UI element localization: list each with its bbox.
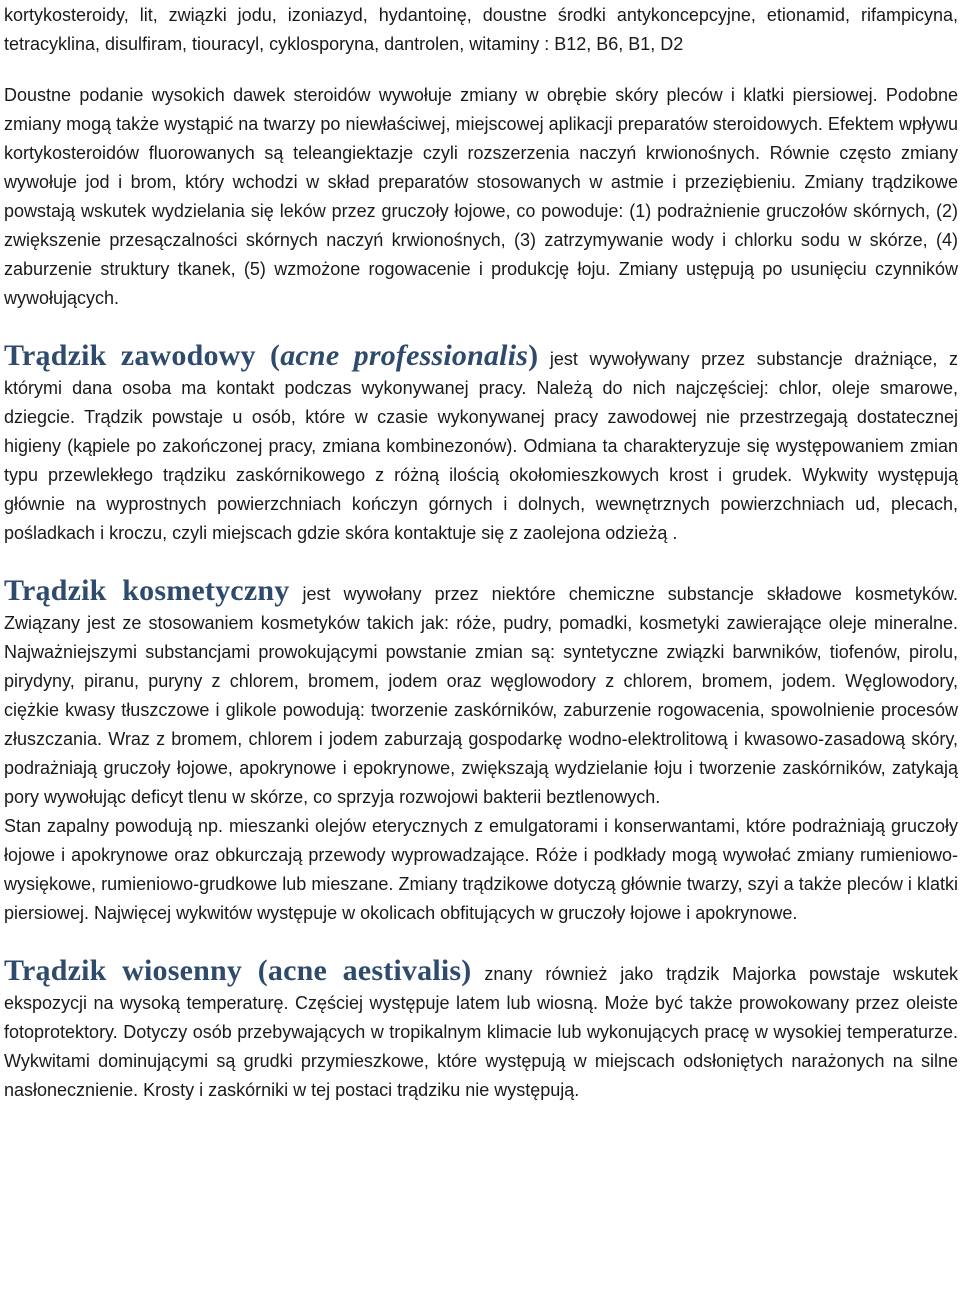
occupational-acne-text: jest wywoływany przez substancje drażniące, z którymi dana osoba ma kontakt podczas wykonywanej pracy. Należą do nich najczęściej: chlor, oleje smarowe, dziegcie. Trądzik powstaje u osób, które w czasie wykonywanej pracy zawodowej nie przestrzegają dostatecznej higieny (kąpiele po zakończonej pracy, zmiana kombinezonów). Odmiana ta charakteryzuje się występowaniem zmian typu przewlekłego trądziku zaskórnikowego z różną ilością okołomieszkowych krost i grudek. Wykwity występują głównie na wyprostnych powierzchniach kończyn górnych i dolnych, wewnętrznych powierzchniach ud, plecach, pośladkach i kroczu, czyli miejscach gdzie skóra kontaktuje się z zaolejona odzieżą . (4, 349, 959, 543)
heading-occupational-acne-latin: acne professionalis (280, 339, 529, 372)
paragraph-drug-list: kortykosteroidy, lit, związki jodu, izoniazyd, hydantoinę, doustne środki antykoncepcyjne, etionamid, rifampicyna, tetracyklina, disulfiram, tiouracyl, cyklosporyna, dantrolen, witaminy : B12, B6, B1, D2 (4, 5, 958, 54)
document-page (4, 0, 958, 1105)
section-occupational-acne (4, 341, 958, 548)
heading-cosmetic-acne: Trądzik kosmetyczny (4, 574, 290, 607)
section-cosmetic-acne (4, 576, 958, 812)
section-spring-acne (4, 956, 958, 1105)
paragraph-steroid-effects: Doustne podanie wysokich dawek steroidów wywołuje zmiany w obrębie skóry pleców i klatki piersiowej. Podobne zmiany mogą także wystąpić na twarzy po niewłaściwej, miejscowej aplikacji preparatów steroidowych. Efektem wpływu kortykosteroidów fluorowanych są teleangiektazje czyli rozszerzenia naczyń krwionośnych. Równie często zmiany wywołuje jod i brom, który wchodzi w skład preparatów stosowanych w astmie i przeziębieniu. Zmiany trądzikowe powstają wskutek wydzielania się leków przez gruczoły łojowe, co powoduje: (1) podrażnienie gruczołów skórnych, (2) zwiększenie przesączalności skórnych naczyń krwionośnych, (3) zatrzymywanie wody i chlorku sodu w skórze, (4) zaburzenie struktury tkanek, (5) wzmożone rogowacenie i produkcję łoju. Zmiany ustępują po usunięciu czynników wywołujących. (4, 85, 958, 308)
heading-spring-acne: Trądzik wiosenny (acne aestivalis) (4, 954, 472, 987)
spring-acne-text: znany również jako trądzik Majorka powstaje wskutek ekspozycji na wysoką temperaturę. Częściej występuje latem lub wiosną. Może być także prowokowany przez oleiste fotoprotektory. Dotyczy osób przebywających w tropikalnym klimacie lub wykonujących pracę w wysokiej temperaturze. Wykwitami dominującymi są grudki przymieszkowe, które występują w miejscach odsłoniętych narażonych na silne nasłonecznienie. Krosty i zaskórniki w tej postaci trądziku nie występują. (4, 964, 959, 1100)
heading-occupational-acne-term: Trądzik zawodowy ( (4, 339, 281, 372)
heading-occupational-acne (4, 339, 538, 372)
paragraph-inflammation: Stan zapalny powodują np. mieszanki olejów eterycznych z emulgatorami i konserwantami, które podrażniają gruczoły łojowe i apokrynowe oraz obkurczają przewody wyprowadzające. Róże i podkłady mogą wywołać zmiany rumieniowo-wysiękowe, rumieniowo-grudkowe lub mieszane. Zmiany trądzikowe dotyczą głównie twarzy, szyi a także pleców i klatki piersiowej. Najwięcej wykwitów występuje w okolicach obfitujących w gruczoły łojowe i apokrynowe. (4, 816, 958, 923)
heading-occupational-acne-close: ) (528, 339, 539, 372)
cosmetic-acne-text: jest wywołany przez niektóre chemiczne substancje składowe kosmetyków. Związany jest ze stosowaniem kosmetyków takich jak: róże, pudry, pomadki, kosmetyki zawierające oleje mineralne. Najważniejszymi substancjami prowokującymi powstanie zmian są: syntetyczne związki barwników, tiofenów, pirolu, pirydyny, piranu, puryny z chlorem, bromem, jodem oraz węglowodory z chlorem, bromem, jodem. Węglowodory, ciężkie kwasy tłuszczowe i glikole powodują: tworzenie zaskórników, zaburzenie rogowacenia, spowolnienie procesów złuszczania. Wraz z bromem, chlorem i jodem zaburzają gospodarkę wodno-elektrolitową i kwasowo-zasadową skóry, podrażniają gruczoły łojowe, apokrynowe i epokrynowe, zwiększają wydzielanie łoju i tworzenie zaskórników, zatykają pory wywołując deficyt tlenu w skórze, co sprzyja rozwojowi bakterii beztlenowych. (4, 584, 959, 807)
